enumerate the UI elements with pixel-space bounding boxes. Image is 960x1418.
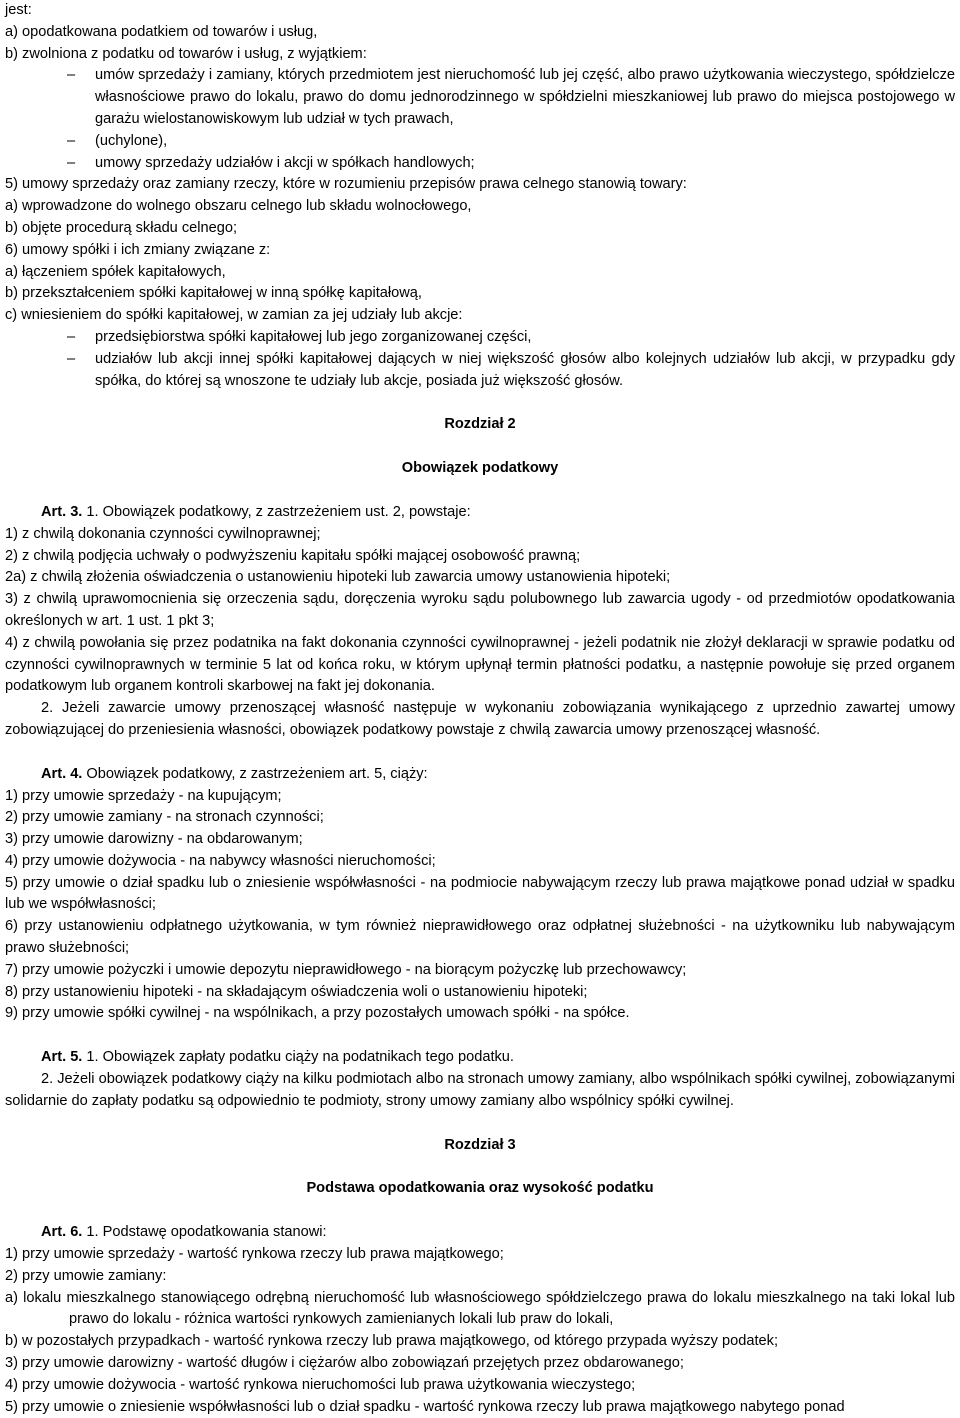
list-item: 2a) z chwilą złożenia oświadczenia o ustanowieniu hipoteki lub zawarcia umowy ustanowienia hipoteki; [5,569,671,586]
list-item: 6) umowy spółki i ich zmiany związane z: [5,241,271,258]
list-item: b) zwolniona z podatku od towarów i usług, z wyjątkiem: [5,45,367,62]
paragraph: 2. Jeżeli zawarcie umowy przenoszącej własność następuje w wykonaniu zobowiązania wynikającego z uprzednio zawartej umowy zobowiązującej do przeniesienia własności, obowiązek podatkowy powstaje z chwilą zawarcia umowy przenoszącej własność. [5,700,955,738]
list-item: 5) umowy sprzedaży oraz zamiany rzeczy, które w rozumieniu przepisów prawa celnego stanowią towary: [5,176,687,193]
list-item: 3) z chwilą uprawomocnienia się orzeczenia sądu, doręczenia wyroku sądu polubownego lub zawarcia ugody - od przedmiotów opodatkowania określonych w art. 1 ust. 1 pkt 3; [5,591,955,629]
chapter-subtitle: Podstawa opodatkowania oraz wysokość podatku [306,1180,654,1197]
list-item: 9) przy umowie spółki cywilnej - na wspólnikach, a przy pozostałych umowach spółki - na spółce. [5,1005,630,1022]
dash-item: – umowy sprzedaży udziałów i akcji w spółkach handlowych; [5,153,955,175]
list-item: 5) przy umowie o zniesienie współwłasności lub o dział spadku - wartość rynkowa rzeczy lub prawa majątkowego nabytego ponad [5,1398,845,1415]
list-item: 2) z chwilą podjęcia uchwały o podwyższeniu kapitału spółki mającej osobowość prawną; [5,547,581,564]
article-label: Art. 3. [41,503,83,520]
article-heading [5,764,955,786]
text-line: jest: [5,2,32,18]
list-item: c) wniesieniem do spółki kapitałowej, w zamian za jej udziały lub akcje: [5,307,463,324]
list-item: a) wprowadzone do wolnego obszaru celnego lub składu wolnocłowego, [5,198,472,215]
article-text: 1. Podstawę opodatkowania stanowi: [82,1224,327,1241]
article-label: Art. 4. [41,765,83,782]
list-item: a) łączeniem spółek kapitałowych, [5,263,226,280]
list-item: 4) przy umowie dożywocia - wartość rynkowa nieruchomości lub prawa użytkowania wieczystego; [5,1376,636,1393]
list-item: 3) przy umowie darowizny - wartość długów i ciężarów albo zobowiązań przejętych przez obdarowanego; [5,1355,684,1372]
article-label: Art. 6. [41,1224,83,1241]
dash-item: – (uchylone), [5,131,955,153]
list-item: 8) przy ustanowieniu hipoteki - na składającym oświadczenia woli o ustanowieniu hipoteki; [5,983,588,1000]
list-item: 2) przy umowie zamiany: [5,1267,167,1284]
chapter-title: Rozdział 2 [444,416,516,433]
dash-marker: – [67,328,76,345]
list-item: 3) przy umowie darowizny - na obdarowanym; [5,831,303,848]
list-item: 1) przy umowie sprzedaży - wartość rynkowa rzeczy lub prawa majątkowego; [5,1246,504,1263]
list-item: a) lokalu mieszkalnego stanowiącego odrębną nieruchomość lub własnościowego spółdzielczego prawa do lokalu mieszkalnego na taki lokal lub prawo do lokalu - różnica wartości rynkowych zamienianych lokali lub praw do lokali, [5,1289,955,1328]
list-item: 7) przy umowie pożyczki i umowie depozytu nieprawidłowego - na biorącym pożyczkę lub przechowawcy; [5,961,687,978]
dash-item: – udziałów lub akcji innej spółki kapitałowej dających w niej większość głosów albo kolejnych udziałów lub akcji, w przypadku gdy spółka, do której są wnoszone te udziały lub akcje, posiada już większość głosów. [67,350,955,389]
list-item: 1) przy umowie sprzedaży - na kupującym; [5,787,282,804]
list-item: 4) z chwilą powołania się przez podatnika na fakt dokonania czynności cywilnoprawnej - jeżeli podatnik nie złożył deklaracji w sprawie podatku od czynności cywilnoprawnych w terminie 5 lat od końca roku, w którym upłynął termin płatności podatku, a następnie powołuje się przed organem podatkowym lub organem kontroli skarbowej na fakt jej dokonania. [5,634,955,695]
dash-item: – umów sprzedaży i zamiany, których przedmiotem jest nieruchomość lub jej część, albo prawo użytkowania wieczystego, spółdzielcze własnościowe prawo do lokalu, prawo do domu jednorodzinnego w spółdzielni mieszkaniowej lub prawo do miejsca postojowego w garażu wielostanowiskowym lub udział w tych prawach, [67,67,955,127]
article-heading [5,1047,955,1069]
list-item: 4) przy umowie dożywocia - na nabywcy własności nieruchomości; [5,852,436,869]
dash-marker: – [67,154,76,171]
list-item: a) opodatkowana podatkiem od towarów i usług, [5,23,318,40]
list-item: 2) przy umowie zamiany - na stronach czynności; [5,809,324,826]
list-item: 5) przy umowie o dział spadku lub o zniesienie współwłasności - na podmiocie nabywającym rzeczy lub prawa majątkowe ponad udział w spadku lub we współwłasności; [5,874,955,913]
chapter-subtitle: Obowiązek podatkowy [401,460,559,477]
article-heading [5,502,955,524]
article-label: Art. 5. [41,1049,83,1066]
article-text: 1. Obowiązek zapłaty podatku ciąży na podatnikach tego podatku. [82,1049,514,1066]
paragraph: 2. Jeżeli obowiązek podatkowy ciąży na kilku podmiotach albo na stronach umowy zamiany, albo wspólnikach spółki cywilnej, zobowiązanymi solidarnie do zapłaty podatku są odpowiednio te podmioty, strony umowy zamiany albo wspólnicy spółki cywilnej. [5,1071,955,1109]
article-heading [5,1222,955,1244]
list-item: b) objęte procedurą składu celnego; [5,219,238,236]
chapter-title: Rozdział 3 [444,1136,516,1153]
list-item: 6) przy ustanowieniu odpłatnego użytkowania, w tym również nieprawidłowego oraz odpłatnej służebności - na użytkowniku lub nabywającym prawo służebności; [5,918,955,957]
dash-marker: – [67,132,76,149]
list-item: 1) z chwilą dokonania czynności cywilnoprawnej; [5,525,321,542]
article-text: Obowiązek podatkowy, z zastrzeżeniem art. 5, ciąży: [82,765,428,782]
list-item: b) przekształceniem spółki kapitałowej w inną spółkę kapitałową, [5,285,422,302]
dash-marker: – [67,67,76,84]
dash-item: – przedsiębiorstwa spółki kapitałowej lub jego zorganizowanej części, [5,327,955,349]
article-text: 1. Obowiązek podatkowy, z zastrzeżeniem ust. 2, powstaje: [82,503,471,520]
list-item: b) w pozostałych przypadkach - wartość rynkowa rzeczy lub prawa majątkowego, od którego przypada wyższy podatek; [5,1333,779,1350]
dash-marker: – [67,350,76,367]
